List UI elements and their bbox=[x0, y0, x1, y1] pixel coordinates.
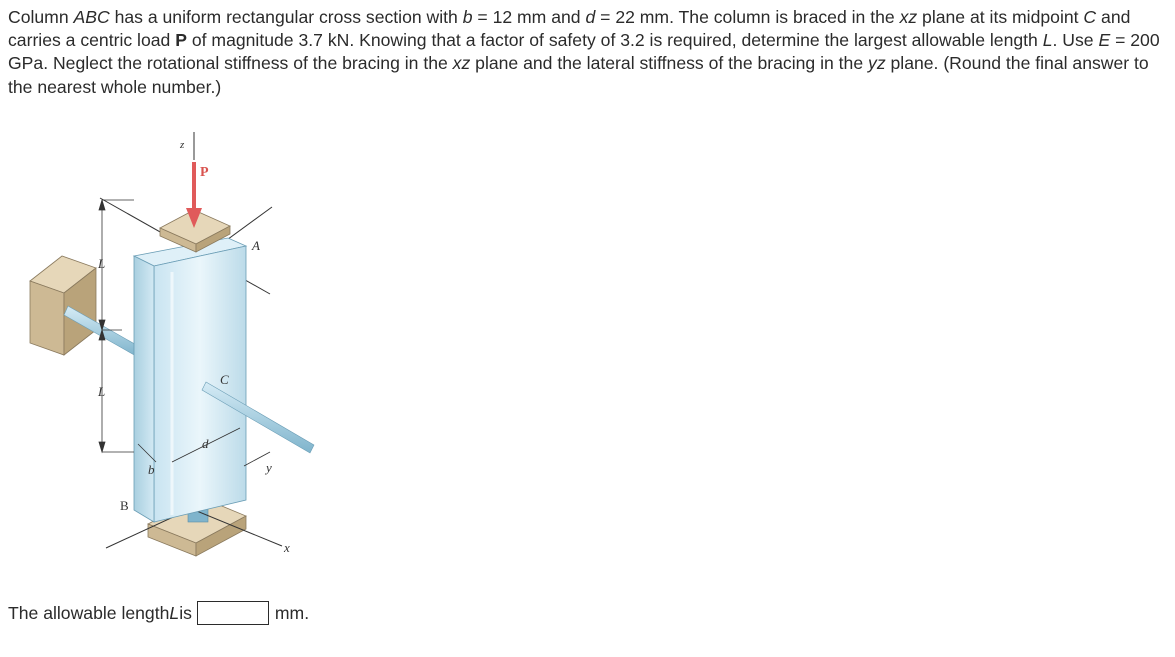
label-d: d bbox=[202, 436, 209, 451]
label-y: y bbox=[266, 460, 272, 475]
label-l-top: L bbox=[98, 256, 106, 271]
answer-is: is bbox=[179, 602, 192, 623]
label-a: A bbox=[252, 238, 260, 253]
wall-support bbox=[30, 256, 96, 355]
allowable-length-input[interactable] bbox=[197, 601, 269, 625]
column-abc bbox=[134, 238, 246, 522]
column-diagram bbox=[0, 120, 340, 580]
load-symbol: P bbox=[175, 30, 187, 51]
problem-statement: Column ABC has a uniform rectangular cross section with b = 12 mm and d = 22 mm. The column is braced in the xz plane at its midpoint C and carries a centric load P of magnitude 3.7 kN. Knowing that a factor of safety of 3.2 is required, determine the largest allowable length L. Use E = 200 GPa. Neglect the rotational stiffness of the bracing in the xz plane and the lateral stiffness of the bracing in the yz plane. (Round the final answer to the nearest whole number.) bbox=[8, 7, 1160, 97]
dimension-l bbox=[99, 200, 134, 452]
abc-symbol: ABC bbox=[73, 7, 110, 27]
answer-unit: mm. bbox=[274, 602, 310, 623]
column-figure bbox=[0, 120, 340, 580]
label-b-point: B bbox=[120, 498, 129, 513]
label-p: P bbox=[200, 165, 209, 180]
label-b: b bbox=[148, 462, 155, 477]
label-l-bottom: L bbox=[98, 384, 106, 399]
answer-prefix: The allowable length bbox=[8, 602, 170, 623]
label-c: C bbox=[220, 372, 229, 387]
label-x: x bbox=[284, 540, 290, 555]
label-z: z bbox=[180, 139, 185, 151]
answer-row bbox=[8, 598, 309, 628]
answer-l-symbol: L bbox=[169, 602, 180, 623]
